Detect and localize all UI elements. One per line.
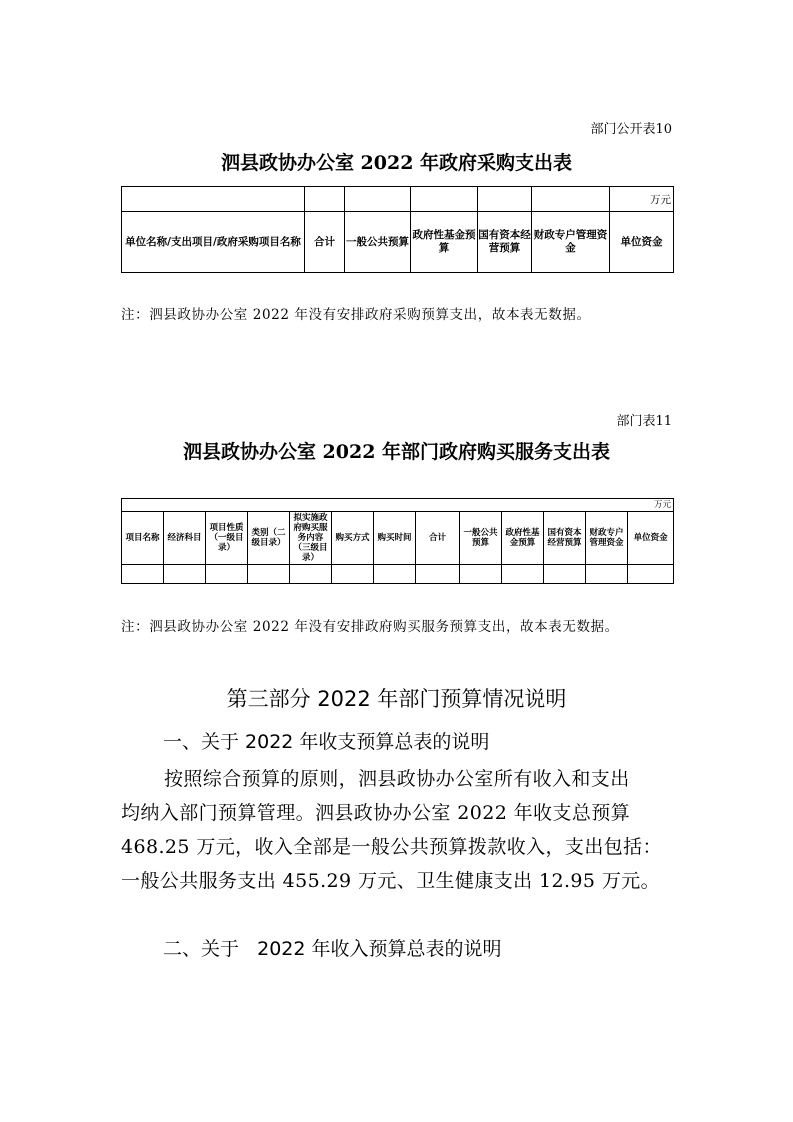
service-purchase-table-title: 泗县政协办公室 2022 年部门政府购买服务支出表	[182, 441, 611, 463]
procurement-expenditure-table	[121, 186, 674, 273]
service-purchase-table	[121, 498, 674, 584]
table-unit-row	[122, 499, 674, 512]
column-header: 一般公共预算	[345, 212, 411, 273]
unit-label: 万元	[610, 187, 674, 212]
column-header: 单位名称/支出项目/政府采购项目名称	[122, 212, 305, 273]
column-header: 合计	[416, 512, 460, 565]
procurement-table-note: 注：泗县政协办公室 2022 年没有安排政府采购预算支出，故本表无数据。	[121, 307, 591, 323]
column-header: 项目性质（一级目录）	[206, 512, 248, 565]
unit-label: 万元	[628, 499, 674, 512]
subheading-2: 二、关于 2022 年收入预算总表的说明	[163, 938, 502, 960]
column-header: 政府性基金预算	[411, 212, 478, 273]
column-header: 类别（二级目录）	[248, 512, 290, 565]
column-header: 一般公共预算	[460, 512, 502, 565]
paragraph-line: 按照综合预算的原则，泗县政协办公室所有收入和支出	[164, 768, 630, 790]
procurement-table-title: 泗县政协办公室 2022 年政府采购支出表	[220, 152, 573, 174]
column-header: 购买方式	[332, 512, 374, 565]
table-unit-row	[122, 187, 674, 212]
column-header: 国有资本经营预算	[544, 512, 586, 565]
column-header: 财政专户管理资金	[586, 512, 628, 565]
paragraph-line: 468.25 万元，收入全部是一般公共预算拨款收入，支出包括：	[121, 836, 662, 858]
part-three-heading: 第三部分 2022 年部门预算情况说明	[226, 687, 567, 711]
column-header: 拟实施政府购买服务内容（三级目录）	[290, 512, 332, 565]
column-header: 合计	[305, 212, 345, 273]
column-header: 项目名称	[122, 512, 164, 565]
table-row	[122, 565, 674, 584]
column-header: 财政专户管理资金	[532, 212, 610, 273]
column-header: 国有资本经营预算	[478, 212, 532, 273]
column-header: 政府性基金预算	[502, 512, 544, 565]
column-header: 购买时间	[374, 512, 416, 565]
paragraph-line: 均纳入部门预算管理。泗县政协办公室 2022 年收支总预算	[121, 802, 631, 824]
table-tag-11: 部门表11	[616, 414, 672, 429]
column-header: 经济科目	[164, 512, 206, 565]
service-purchase-table-note: 注：泗县政协办公室 2022 年没有安排政府购买服务预算支出，故本表无数据。	[121, 619, 619, 635]
subheading-1: 一、关于 2022 年收支预算总表的说明	[163, 731, 490, 753]
budget-paragraph	[121, 762, 676, 898]
table-header-row	[122, 212, 674, 273]
table-tag-10: 部门公开表10	[590, 122, 672, 137]
column-header: 单位资金	[628, 512, 674, 565]
column-header: 单位资金	[610, 212, 674, 273]
table-header-row	[122, 512, 674, 565]
paragraph-line: 一般公共服务支出 455.29 万元、卫生健康支出 12.95 万元。	[121, 870, 661, 892]
